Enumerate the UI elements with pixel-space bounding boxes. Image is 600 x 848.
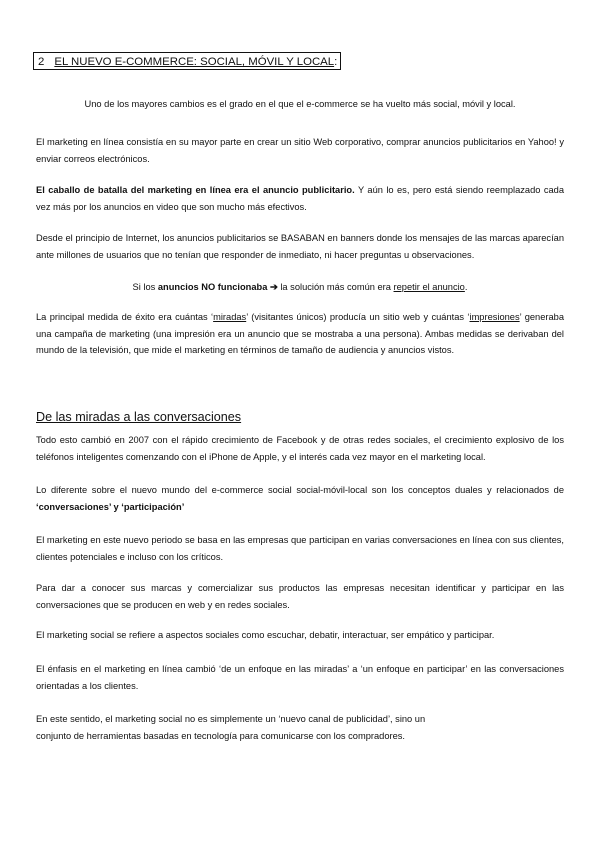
success-measure-impresiones: impresiones	[469, 312, 520, 322]
arrow-icon: ➔	[267, 282, 281, 292]
paragraph-intro: Uno de los mayores cambios es el grado en el que el e-commerce se ha vuelto más social, móvil y local.	[84, 99, 516, 109]
ads-repeat-bold: anuncios NO funcionaba	[157, 282, 268, 292]
success-measure-c: ’ (visitantes únicos) producía un sitio web y cuántas ‘	[246, 312, 470, 322]
paragraph-online-marketing: El marketing en línea consistía en su mayor parte en crear un sitio Web corporativo, comprar anuncios publicitarios en Yahoo! y enviar correos electrónicos.	[36, 137, 564, 164]
ads-repeat-mid: la solución más común era	[280, 282, 394, 292]
paragraph-new-period: El marketing en este nuevo periodo se basa en las empresas que participan en varias conversaciones en línea con sus clientes, clientes potenciales e incluso con los críticos.	[36, 535, 564, 562]
paragraph-emphasis: El énfasis en el marketing en línea cambió ‘de un enfoque en las miradas’ a ‘un enfoque en participar’ en las conversaciones orientadas a los clientes.	[36, 664, 564, 691]
section-title: EL NUEVO E-COMMERCE: SOCIAL, MÓVIL Y LOCAL	[54, 56, 335, 68]
paragraph-internet-beginning: Desde el principio de Internet, los anuncios publicitarios se BASABAN en banners donde los mensajes de las marcas aparecían ante millones de usuarios que no tenían que responder de inmediato, ni hacer preguntas u observaciones.	[36, 233, 564, 260]
ads-repeat-pre: Si los	[132, 282, 158, 292]
dual-concepts-participacion: ‘participación’	[121, 501, 185, 512]
paragraph-banner-ads-rest: Y aún lo es, pero está siendo reemplazado cada vez más por los anuncios en video que son mucho más efectivos.	[36, 185, 564, 212]
paragraph-social-marketing: El marketing social se refiere a aspectos sociales como escuchar, debatir, interactuar, ser empático y participar.	[36, 630, 495, 640]
paragraph-conclusion	[36, 711, 564, 744]
paragraph-banner-ads	[36, 182, 564, 215]
paragraph-brands: Para dar a conocer sus marcas y comercializar sus productos las empresas necesitan identificar y participar en las conversaciones que se producen en web y en redes sociales.	[36, 583, 564, 610]
success-measure-e: ’ generaba una campaña de marketing (una impresión era un anuncio que se mostraba a una persona). Ambas medidas se derivaban del mundo de la televisión, que mide el marketing en términos de tamaño de audiencia y anuncios vistos.	[36, 312, 565, 355]
paragraph-dual-concepts	[36, 482, 564, 515]
paragraph-ads-repeat	[36, 279, 564, 296]
ads-repeat-end: .	[464, 282, 468, 292]
section-title-colon: :	[334, 56, 338, 68]
dual-concepts-and: y	[110, 501, 122, 512]
paragraph-success-measure	[36, 309, 564, 359]
section-number: 2	[38, 56, 45, 68]
dual-concepts-conversaciones: ‘conversaciones’	[36, 501, 111, 512]
conclusion-line-2: conjunto de herramientas basadas en tecnología para comunicarse con los compradores.	[36, 730, 405, 741]
success-measure-a: La principal medida de éxito era cuántas ‘	[36, 312, 214, 322]
paragraph-2007-change: Todo esto cambió en 2007 con el rápido crecimiento de Facebook y de otras redes sociales, el crecimiento explosivo de los teléfonos inteligentes comenzando con el iPhone de Apple, y el interés cada vez mayor en el marketing local.	[36, 435, 564, 462]
conclusion-line-1: En este sentido, el marketing social no es simplemente un ‘nuevo canal de publicidad’, sino un	[36, 714, 426, 724]
dual-concepts-text: Lo diferente sobre el nuevo mundo del e-commerce social social-móvil-local son los conceptos duales y relacionados de	[36, 485, 564, 495]
paragraph-banner-ads-bold: El caballo de batalla del marketing en línea era el anuncio publicitario.	[36, 185, 355, 195]
section-heading	[33, 52, 341, 70]
ads-repeat-underlined: repetir el anuncio	[393, 282, 465, 292]
success-measure-miradas: miradas	[213, 312, 247, 322]
subheading: De las miradas a las conversaciones	[36, 410, 242, 424]
